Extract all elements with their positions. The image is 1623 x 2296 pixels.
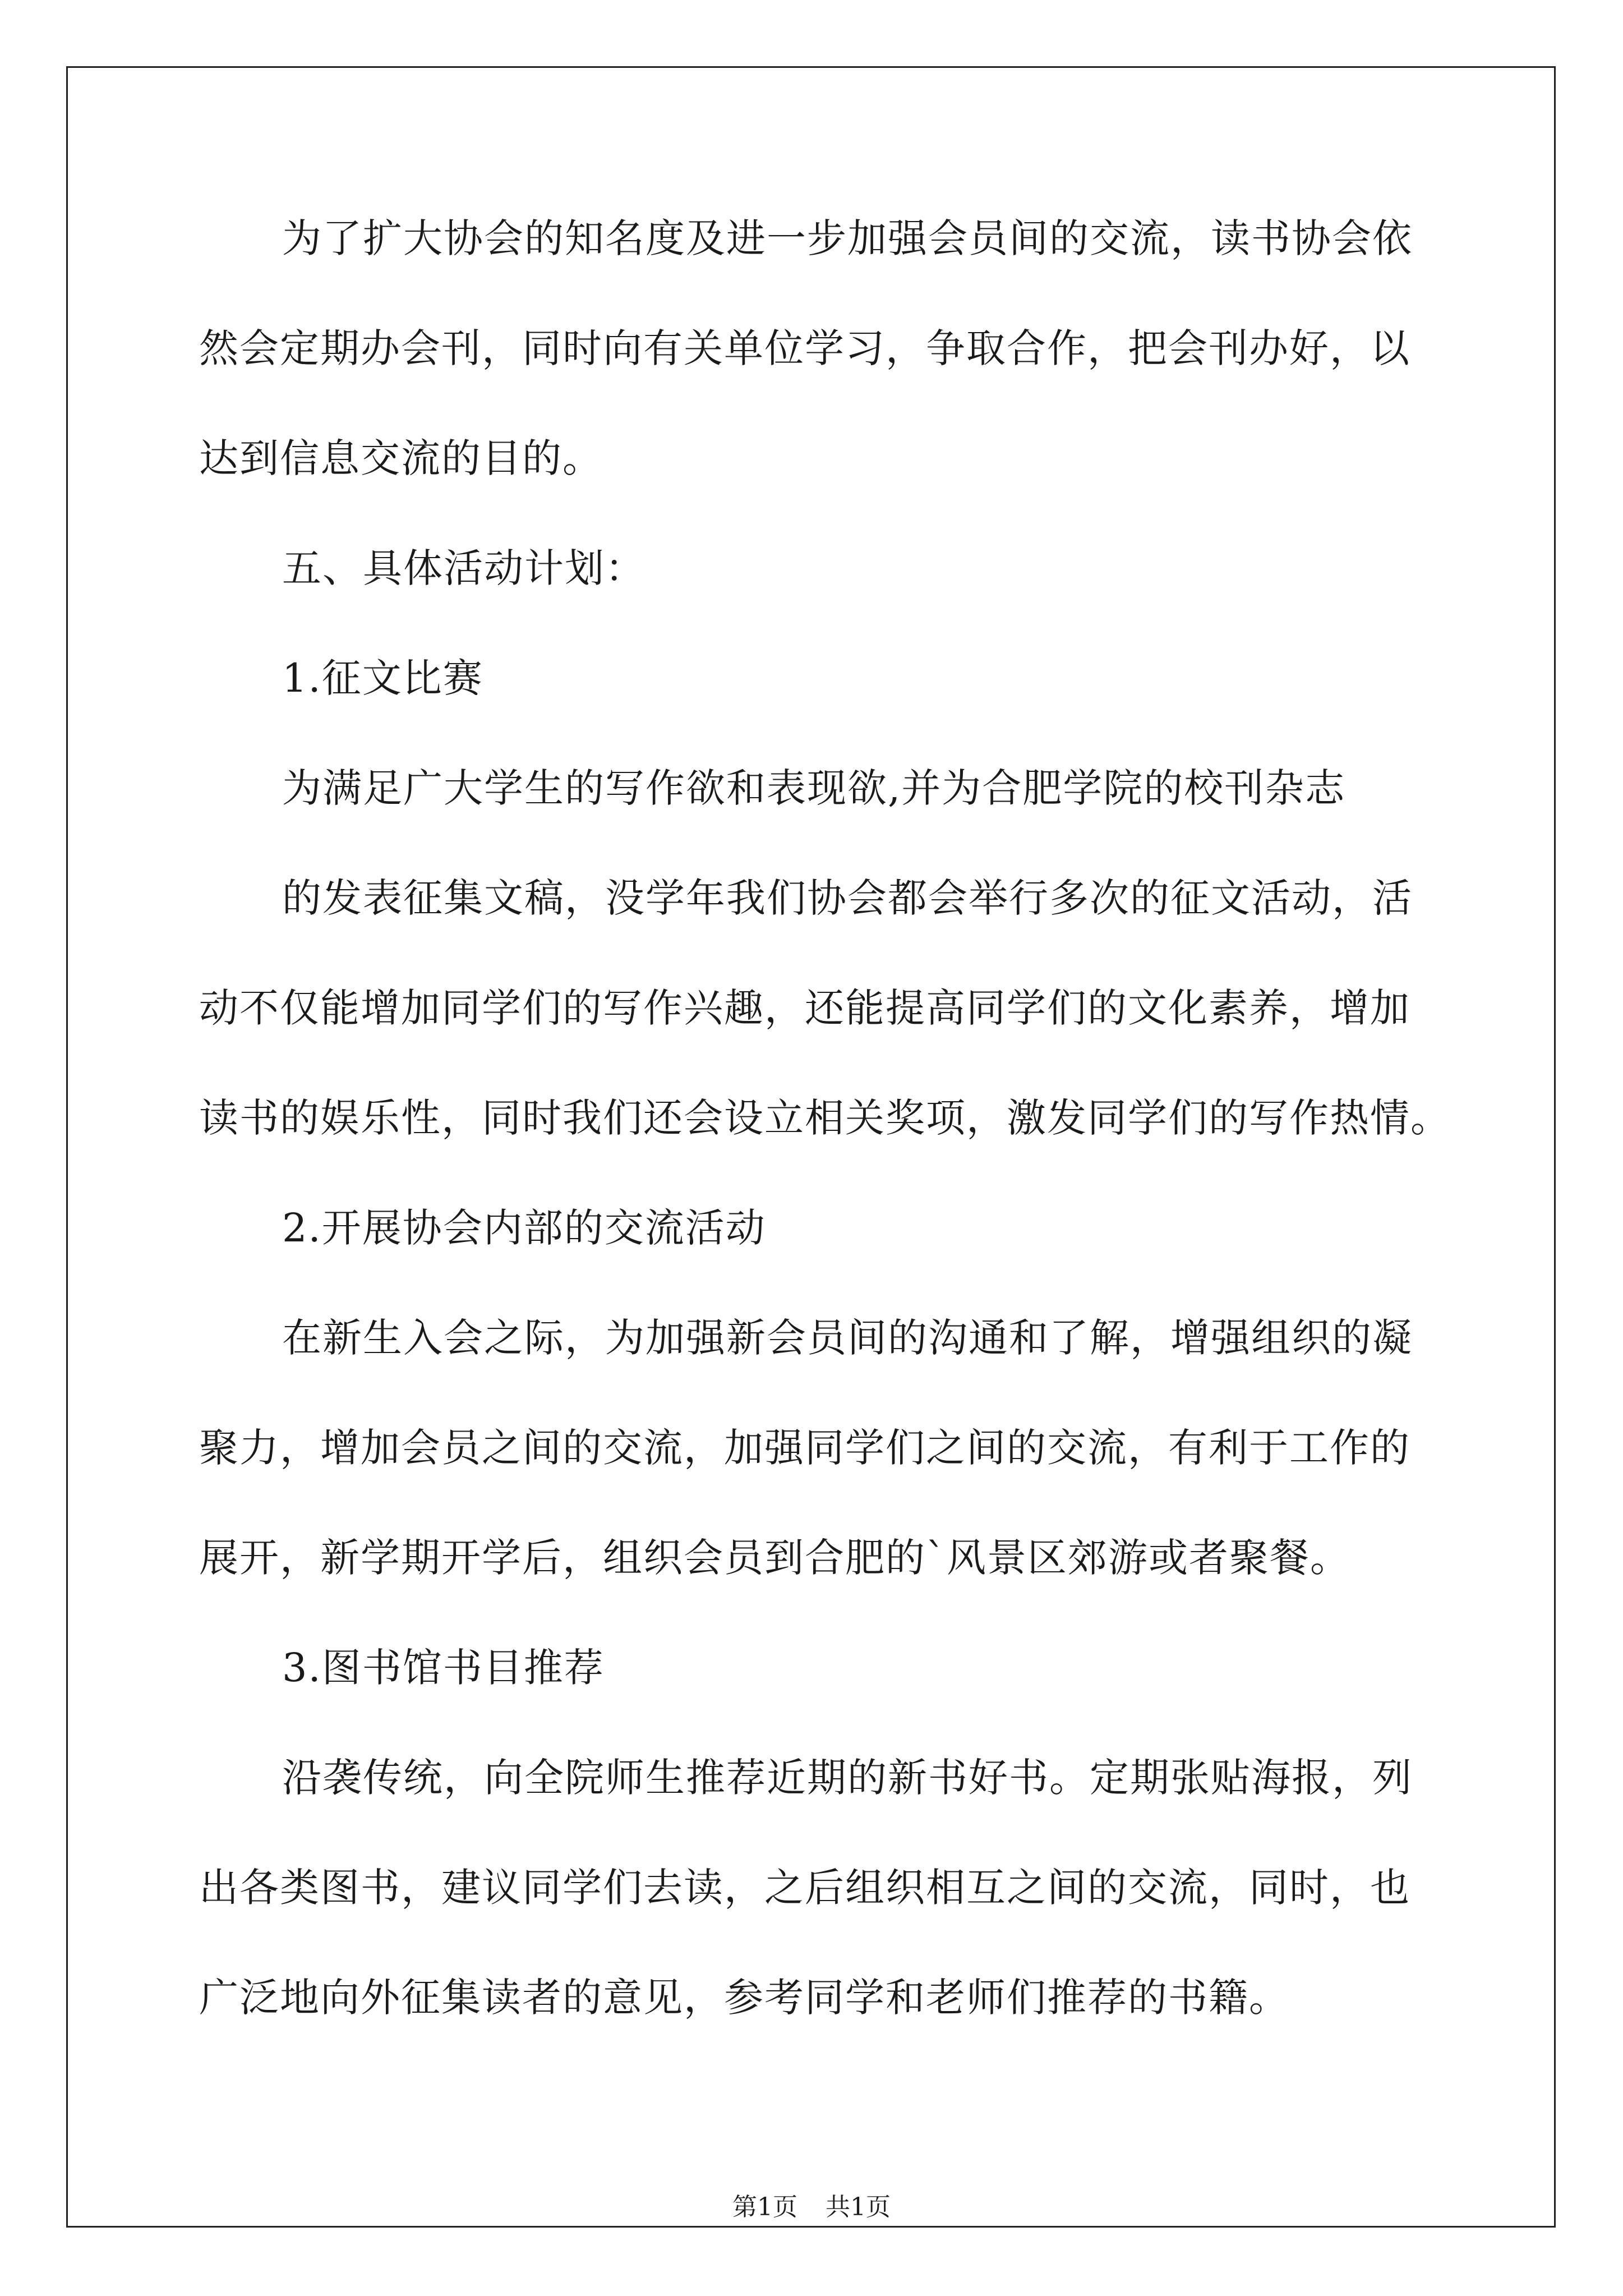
subsection-heading: 3.图书馆书目推荐 (282, 1645, 605, 1691)
paragraph-line: 为满足广大学生的写作欲和表现欲,并为合肥学院的校刊杂志 (282, 765, 1346, 811)
paragraph-line: 达到信息交流的目的。 (199, 435, 603, 481)
subsection-heading: 1.征文比赛 (282, 655, 483, 701)
section-heading: 五、具体活动计划： (282, 545, 645, 591)
paragraph-line: 聚力，增加会员之间的交流，加强同学们之间的交流，有利于工作的 (199, 1425, 1410, 1471)
page-footer (0, 2191, 1623, 2224)
paragraph-line: 的发表征集文稿，没学年我们协会都会举行多次的征文活动，活 (282, 875, 1413, 921)
paragraph-line: 出各类图书，建议同学们去读，之后组织相互之间的交流，同时，也 (199, 1865, 1410, 1911)
paragraph-line: 展开，新学期开学后，组织会员到合肥的`风景区郊游或者聚餐。 (199, 1535, 1350, 1581)
paragraph-line: 动不仅能增加同学们的写作兴趣，还能提高同学们的文化素养，增加 (199, 985, 1410, 1031)
page-number: 第1页 (732, 2193, 797, 2221)
subsection-heading: 2.开展协会内部的交流活动 (282, 1205, 766, 1251)
paragraph-line: 为了扩大协会的知名度及进一步加强会员间的交流，读书协会依 (282, 215, 1413, 261)
paragraph-line: 在新生入会之际，为加强新会员间的沟通和了解，增强组织的凝 (282, 1315, 1413, 1361)
paragraph-line: 沿袭传统，向全院师生推荐近期的新书好书。定期张贴海报，列 (282, 1755, 1413, 1801)
paragraph-line: 广泛地向外征集读者的意见，参考同学和老师们推荐的书籍。 (199, 1975, 1289, 2021)
paragraph-line: 然会定期办会刊，同时向有关单位学习，争取合作，把会刊办好，以 (199, 325, 1410, 371)
paragraph-line: 读书的娱乐性，同时我们还会设立相关奖项，激发同学们的写作热情。 (199, 1095, 1451, 1141)
page-total: 共1页 (826, 2193, 891, 2221)
